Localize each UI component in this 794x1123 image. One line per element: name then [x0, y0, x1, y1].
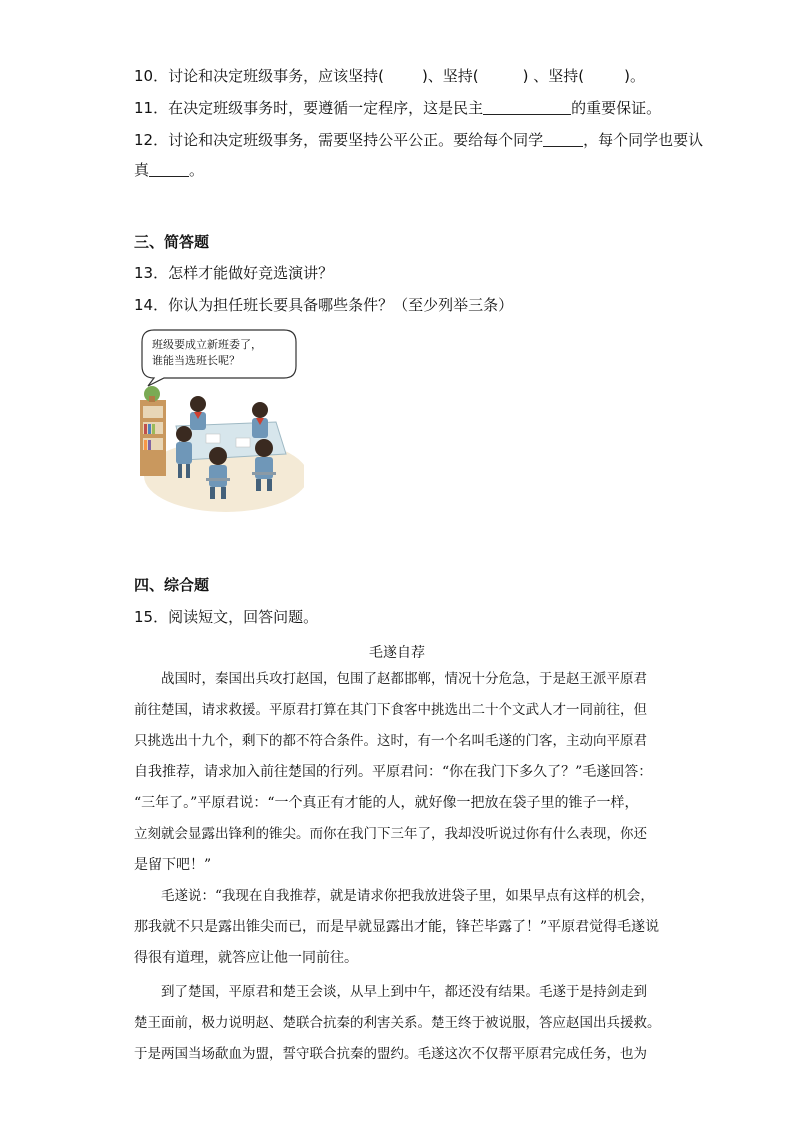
section-heading-short-answer: 三、简答题 — [134, 233, 210, 251]
passage-line: 立刻就会显露出锋利的锥尖。而你在我门下三年了，我却没听说过你有什么表现，你还 — [134, 826, 647, 842]
question-14: 14．你认为担任班长要具备哪些条件？（至少列举三条） — [134, 296, 514, 314]
passage-line: 只挑选出十九个，剩下的都不符合条件。这时，有一个名叫毛遂的门客，主动向平原君 — [134, 733, 647, 749]
passage-line: 楚王面前，极力说明赵、楚联合抗秦的利害关系。楚王终于被说服，答应赵国出兵援救。 — [134, 1015, 661, 1031]
answer-blank[interactable] — [543, 131, 583, 147]
section-heading-comprehensive: 四、综合题 — [134, 576, 210, 594]
passage-title: 毛遂自荐 — [369, 645, 425, 661]
bookshelf — [140, 386, 166, 476]
answer-blank[interactable] — [483, 99, 571, 115]
bubble-text-line-2: 谁能当选班长呢？ — [152, 354, 240, 367]
paper — [236, 438, 250, 447]
question-12: 12．讨论和决定班级事务，需要坚持公平公正。要给每个同学 ，每个同学也要认 — [134, 131, 704, 149]
passage-line: 前往楚国，请求救援。平原君打算在其门下食客中挑选出二十个文武人才一同前往，但 — [134, 702, 647, 718]
student-standing-girl — [252, 402, 268, 438]
passage-line: 自我推荐，请求加入前往楚国的行列。平原君问：“你在我门下多久了？”毛遂回答： — [134, 764, 653, 780]
answer-blank[interactable] — [149, 161, 189, 177]
passage-line: 于是两国当场歃血为盟，誓守联合抗秦的盟约。毛遂这次不仅帮平原君完成任务，也为 — [134, 1046, 647, 1062]
question-15: 15．阅读短文，回答问题。 — [134, 608, 319, 626]
passage-line: 到了楚国，平原君和楚王会谈，从早上到中午，都还没有结果。毛遂于是持剑走到 — [134, 984, 647, 1000]
passage-line: 毛遂说：“我现在自我推荐，就是请求你把我放进袋子里，如果早点有这样的机会， — [134, 888, 654, 904]
passage-line: 是留下吧！” — [134, 857, 212, 873]
question-11: 11．在决定班级事务时，要遵循一定程序，这是民主 的重要保证。 — [134, 99, 662, 117]
passage-line: “三年了。”平原君说：“一个真正有才能的人，就好像一把放在袋子里的锥子一样， — [134, 795, 639, 811]
passage-line: 那我就不只是露出锥尖而已，而是早就显露出才能，锋芒毕露了！”平原君觉得毛遂说 — [134, 919, 660, 935]
passage-line: 得很有道理，就答应让他一同前往。 — [134, 950, 358, 966]
classroom-illustration — [136, 326, 304, 512]
passage-line: 战国时，秦国出兵攻打赵国，包围了赵都邯郸，情况十分危急，于是赵王派平原君 — [134, 671, 647, 687]
bubble-text-line-1: 班级要成立新班委了， — [152, 338, 262, 351]
question-13: 13．怎样才能做好竞选演讲？ — [134, 264, 334, 282]
question-10: 10．讨论和决定班级事务，应该坚持( )、坚持( ) 、坚持( )。 — [134, 67, 646, 85]
paper — [206, 434, 220, 443]
question-12-continued: 真 。 — [134, 161, 205, 179]
student-standing-boy — [190, 396, 206, 430]
